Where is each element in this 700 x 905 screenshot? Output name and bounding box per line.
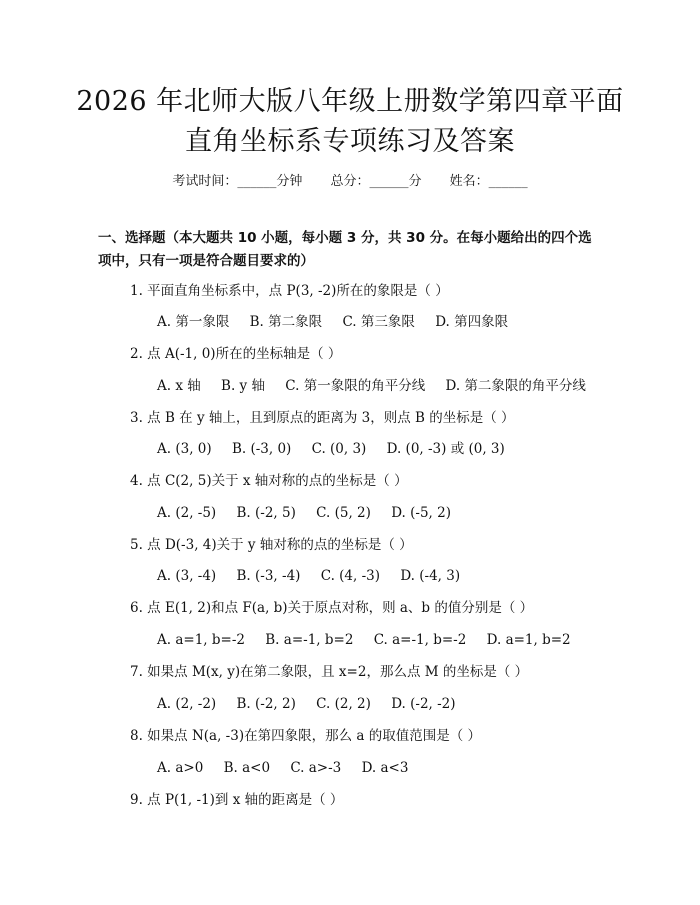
- option-c: C. 第三象限: [342, 314, 415, 330]
- option-c: C. a>-3: [290, 760, 342, 776]
- question-stem: 3. 点 B 在 y 轴上，且到原点的距离为 3，则点 B 的坐标是（ ）: [130, 410, 515, 426]
- total-score-field: 总分：______分: [330, 174, 422, 189]
- student-name-field: 姓名：______: [449, 174, 528, 189]
- question-stem: 5. 点 D(-3, 4)关于 y 轴对称的点的坐标是（ ）: [130, 537, 413, 553]
- option-d: D. (-2, -2): [391, 696, 456, 712]
- option-d: D. 第四象限: [435, 314, 509, 330]
- exam-time-field: 考试时间：______分钟: [172, 174, 303, 189]
- option-a: A. x 轴: [157, 378, 201, 394]
- question-stem: 8. 如果点 N(a, -3)在第四象限，那么 a 的取值范围是（ ）: [130, 728, 482, 744]
- option-d: D. a=1, b=2: [486, 632, 571, 648]
- option-a: A. (3, -4): [157, 568, 217, 584]
- option-b: B. (-3, -4): [236, 568, 301, 584]
- option-a: A. a>0: [157, 760, 204, 776]
- option-d: D. a<3: [361, 760, 409, 776]
- option-d: D. 第二象限的角平分线: [445, 378, 586, 394]
- page-title-line-2: 直角坐标系专项练习及答案: [185, 126, 515, 157]
- option-c: C. (4, -3): [320, 568, 381, 584]
- option-c: C. (5, 2): [316, 505, 371, 521]
- option-a: A. (2, -2): [157, 696, 217, 712]
- question-stem: 2. 点 A(-1, 0)所在的坐标轴是（ ）: [130, 346, 342, 362]
- question-options: [157, 698, 456, 712]
- option-a: A. a=1, b=-2: [157, 632, 245, 648]
- question-stem: 6. 点 E(1, 2)和点 F(a, b)关于原点对称，则 a、b 的值分别是（ ）: [130, 600, 534, 616]
- option-b: B. a=-1, b=2: [265, 632, 354, 648]
- page-title-line-1: 2026 年北师大版八年级上册数学第四章平面: [76, 86, 624, 117]
- question-options: [157, 443, 505, 457]
- option-b: B. (-2, 2): [236, 696, 296, 712]
- question-options: [157, 634, 571, 648]
- question-stem: 9. 点 P(1, -1)到 x 轴的距离是（ ）: [130, 792, 344, 808]
- option-b: B. 第二象限: [249, 314, 323, 330]
- option-c: C. 第一象限的角平分线: [285, 378, 426, 394]
- question-options: [157, 507, 451, 521]
- option-b: B. y 轴: [221, 378, 265, 394]
- option-b: B. (-2, 5): [236, 505, 296, 521]
- section-heading-line-1: 一、选择题（本大题共 10 小题，每小题 3 分，共 30 分。在每小题给出的四个选: [98, 230, 592, 246]
- option-c: C. (0, 3): [311, 441, 367, 457]
- option-d: D. (-4, 3): [400, 568, 461, 584]
- exam-meta-line: [0, 170, 700, 189]
- question-options: [157, 316, 508, 330]
- option-b: B. a<0: [223, 760, 271, 776]
- question-options: [157, 570, 460, 584]
- option-a: A. 第一象限: [157, 314, 230, 330]
- question-options: [157, 380, 586, 394]
- option-c: C. (2, 2): [316, 696, 371, 712]
- option-b: B. (-3, 0): [231, 441, 292, 457]
- section-heading-line-2: 项中，只有一项是符合题目要求的）: [98, 253, 314, 269]
- option-c: C. a=-1, b=-2: [373, 632, 467, 648]
- option-d: D. (0, -3) 或 (0, 3): [386, 441, 505, 457]
- option-a: A. (3, 0): [157, 441, 212, 457]
- question-options: [157, 762, 408, 776]
- question-stem: 7. 如果点 M(x, y)在第二象限，且 x=2，那么点 M 的坐标是（ ）: [130, 664, 529, 680]
- question-stem: 4. 点 C(2, 5)关于 x 轴对称的点的坐标是（ ）: [130, 473, 408, 489]
- option-a: A. (2, -5): [157, 505, 217, 521]
- question-stem: 1. 平面直角坐标系中，点 P(3, -2)所在的象限是（ ）: [130, 283, 449, 299]
- option-d: D. (-5, 2): [391, 505, 451, 521]
